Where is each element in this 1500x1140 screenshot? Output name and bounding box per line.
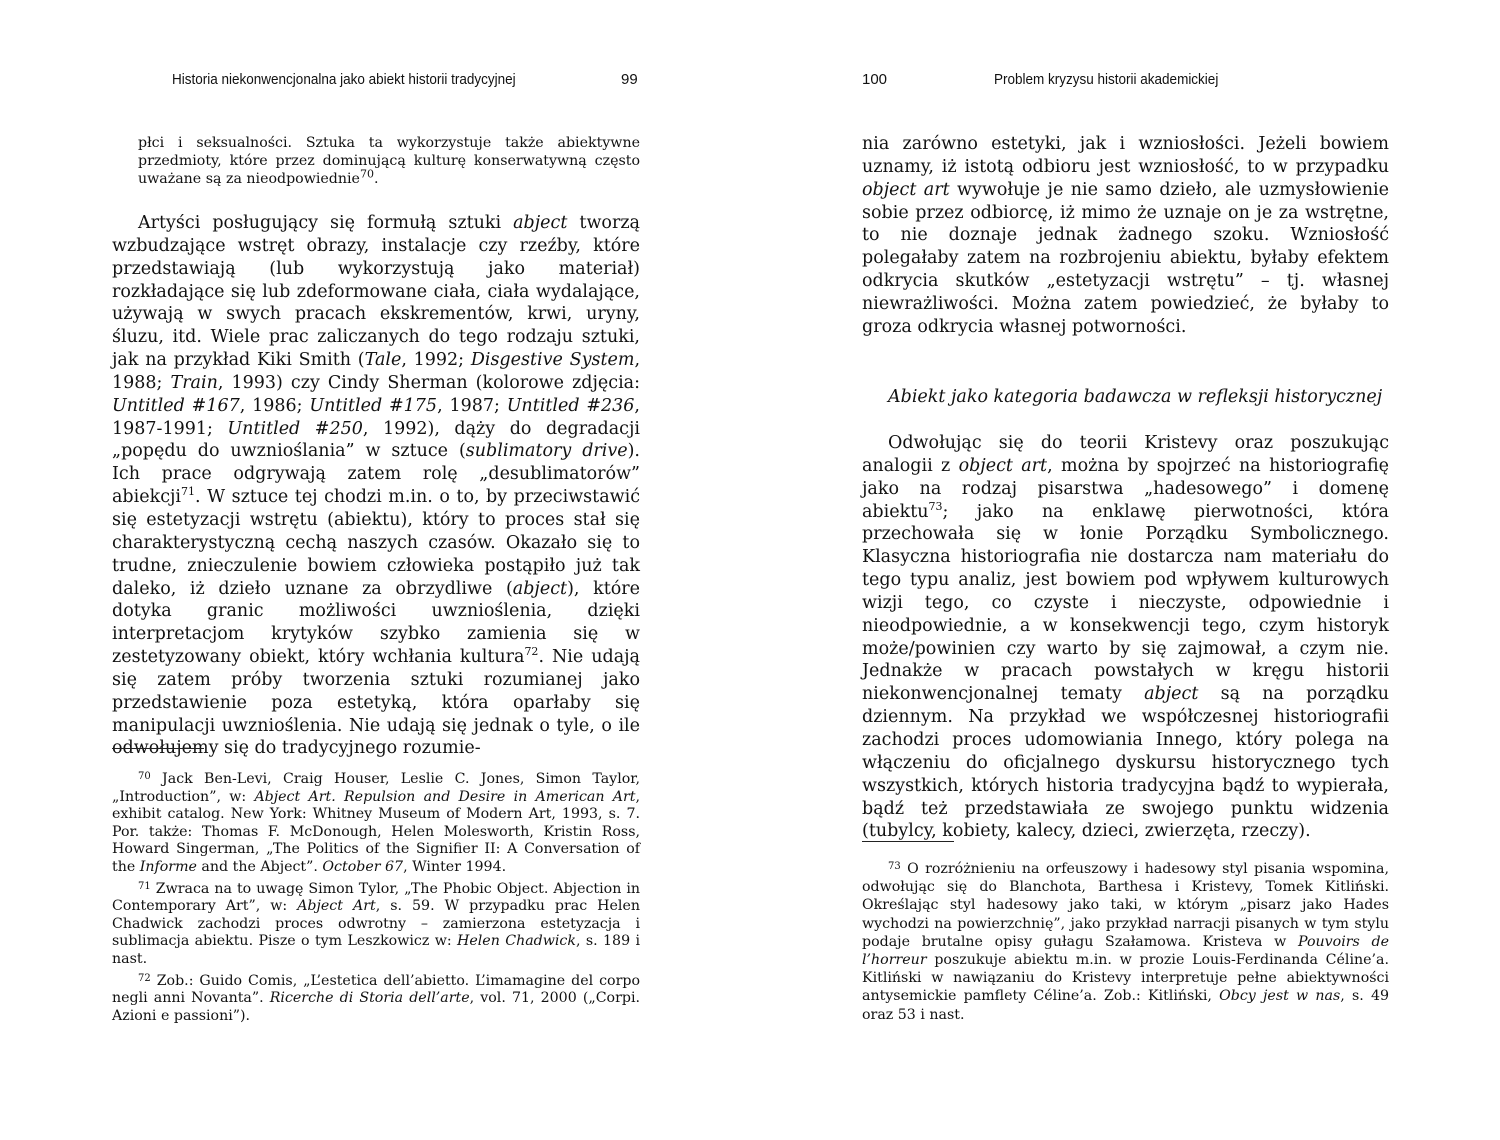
lead-paragraph: płci i seksualności. Sztuka ta wykorzystuje także abiektywne przedmioty, które przez dominującą kulturę konserwatywną często uważane są za nieodpowiednie$^{70}$. (138, 135, 640, 187)
page-number-right: 100 (862, 71, 888, 88)
footnote-71: $^{71}$ Zwraca na to uwagę Simon Tylor, „The Phobic Object. Abjection in Contemporary Art”, w: Abject Art, s. 59. W przypadku prac Helen Chadwick zachodzi proces odwrotny – zamierzona estetyzacja i sublimacja abiektu. Pisze o tym Leszkowicz w: Helen Chadwick, s. 189 i nast. (112, 880, 640, 967)
footnote-ref-70[interactable]: 70 (359, 167, 374, 181)
footnotes-right (862, 858, 1389, 1025)
footnotes-left (112, 768, 640, 1026)
footnote-ref-71[interactable]: 71 (181, 485, 196, 499)
running-head-right: Problem kryzysu historii akademickiej (994, 71, 1219, 88)
section-heading: Abiekt jako kategoria badawcza w refleksji historycznej (888, 387, 1383, 407)
footnote-ref-73[interactable]: 73 (928, 499, 943, 513)
footnote-72: $^{72}$ Zob.: Guido Comis, „L’estetica dell’abietto. L’imamagine del corpo negli anni Novanta”. Ricerche di Storia dell’arte, vol. 71, 2000 („Corpi. Azioni e passioni”). (112, 972, 641, 1024)
running-head-left: Historia niekonwencjonalna jako abiekt historii tradycyjnej (172, 71, 516, 88)
footnote-divider-right (862, 841, 954, 842)
page-number-left: 99 (621, 71, 638, 88)
body-paragraph-right-bottom: Odwołując się do teorii Kristevy oraz poszukując analogii z object art, można by spojrzeć na historiografię jako na rodzaj pisarstwa „hadesowego” i domenę abiektu$^{73}$; jako na enklawę pierwotności, która przechowała się w łonie Porządku Symbolicznego. Klasyczna historiografia nie dostarcza nam materiału do tego typu analiz, jest bowiem pod wpływem kulturowych wizji tego, co czyste i nieczyste, odpowiednie i nieodpowiednie, a w konsekwencji tego, czym historyk może/powinien czy warto by się zajmował, a czym nie. Jednakże w pracach powstałych w kręgu historii niekonwencjonalnej tematy abject są na porządku dziennym. Na przykład we współczesnej historiografii zachodzi proces udomowiania Innego, który polega na włączeniu do oficjalnego dyskursu historycznego tych wszystkich, których historia tradycyjna bądź to wypierała, bądź też przedstawiała ze swojego punktu widzenia (tubylcy, kobiety, kalecy, dzieci, zwierzęta, rzeczy). (862, 433, 1390, 842)
footnote-73: $^{73}$ O rozróżnieniu na orfeuszowy i hadesowy styl pisania wspomina, odwołując się do Blanchota, Barthesa i Kristevy, Tomek Kitliński. Określając styl hadesowy jako taki, w którym „pisarz jako Hades wychodzi na powierzchnię”, jako przykład narracji pisanych w tym stylu podaje brutalne opisy gułagu Szałamowa. Kristeva w Pouvoirs de l’horreur poszukuje abiektu m.in. w prozie Louis-Ferdinanda Céline’a. Kitliński w nawiązaniu do Kristevy interpretuje pełne abiektywności antysemickie pamflety Céline’a. Zob.: Kitliński, Obcy jest w nas, s. 49 oraz 53 i nast. (862, 861, 1389, 1023)
footnote-ref-72[interactable]: 72 (524, 645, 539, 659)
footnote-70: $^{70}$ Jack Ben-Levi, Craig Houser, Leslie C. Jones, Simon Taylor, „Introduction”, w: Abject Art. Repulsion and Desire in American Art, exhibit catalog. New York: Whitney Museum of Modern Art, 1993, s. 7. Por. także: Thomas F. McDonough, Helen Molesworth, Kristin Ross, Howard Singerman, „The Politics of the Signifier II: A Conversation of the Informe and the Abject”. October 67, Winter 1994. (112, 771, 641, 875)
body-paragraph-left: Artyści posługujący się formułą sztuki abject tworzą wzbudzające wstręt obrazy, instalacje czy rzeźby, które przedstawiają (lub wykorzystują jako materiał) rozkładające się lub zdeformowane ciała, ciała wydalające, używają w swych pracach ekskrementów, krwi, uryny, śluzu, itd. Wiele prac zaliczanych do tego rodzaju sztuki, jak na przykład Kiki Smith (Tale, 1992; Disgestive System, 1988; Train, 1993) czy Cindy Sherman (kolorowe zdjęcia: Untitled #167, 1986; Untitled #175, 1987; Untitled #236, 1987-1991; Untitled #250, 1992), dąży do degradacji „popędu do uwznioślania” w sztuce (sublimatory drive). Ich prace odgrywają zatem rolę „desublimatorów” abiekcji$^{71}$. W sztuce tej chodzi m.in. o to, by przeciwstawić się estetyzacji wstrętu (abiektu), który to proces stał się charakterystyczną cechą naszych czasów. Okazało się to trudne, znieczulenie bowiem człowieka postąpiło już tak daleko, iż dzieło uznane za obrzydliwe (abject), które dotyka granic możliwości uwznioślenia, dzięki interpretacjom krytyków szybko zamienia się w zestetyzowany obiekt, który wchłania kultura$^{72}$. Nie udają się zatem próby tworzenia sztuki rozumianej jako przedstawienie poza estetyką, która oparłaby się manipulacji uwznioślenia. Nie udają się jednak o tyle, o ile odwołujemy się do tradycyjnego rozumie- (112, 213, 641, 759)
body-paragraph-right-top: nia zarówno estetyki, jak i wzniosłości. Jeżeli bowiem uznamy, iż istotą odbioru jest wzniosłość, to w przypadku object art wywołuje je nie samo dzieło, ale uzmysłowienie sobie przez odbiorcę, iż mimo że uznaje on je za wstrętne, to nie doznaje jednak żadnego szoku. Wzniosłość polegałaby zatem na rozbrojeniu abiektu, byłaby efektem odkrycia skutków „estetyzacji wstrętu” – tj. własnej niewrażliwości. Można zatem powiedzieć, że byłaby to groza odkrycia własnej potworności. (862, 134, 1390, 337)
footnote-divider-left (112, 748, 204, 749)
